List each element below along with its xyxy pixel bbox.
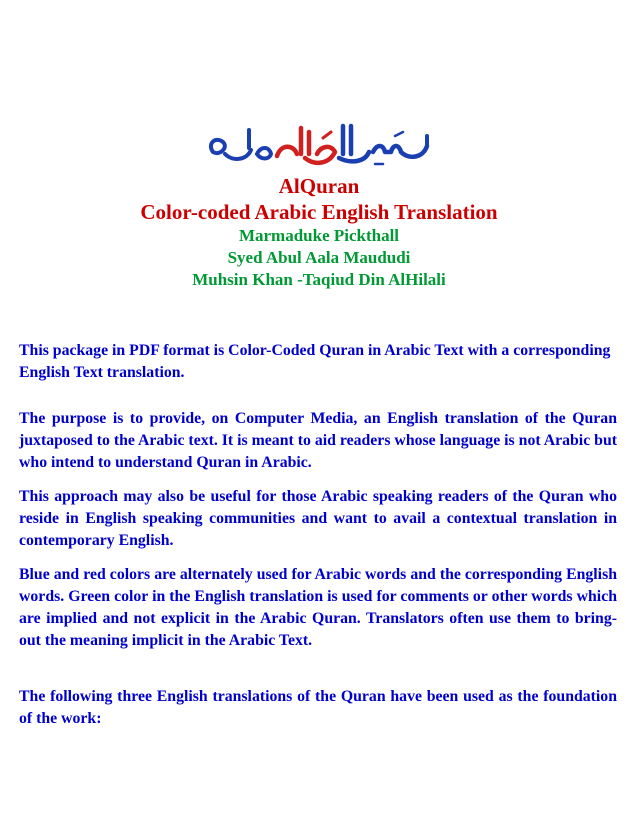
- basmala-svg: [205, 118, 435, 174]
- body-paragraph: The purpose is to provide, on Computer Media, an English translation of the Quran juxtaposed to the Arabic text. It is meant to aid readers whose language is not Arabic but who intend to understand Quran in Arabic.: [19, 410, 617, 471]
- body-paragraph: Blue and red colors are alternately used for Arabic words and the corresponding English words. Green color in the English translation is used for comments or other words which are implied and not explicit in the Arabic Quran. Translators often use them to bring-out the meaning implicit in the Arabic Text.: [19, 566, 617, 649]
- body-paragraph: This package in PDF format is Color-Coded Quran in Arabic Text with a corresponding English Text translation.: [19, 342, 611, 381]
- document-subtitle: Color-coded Arabic English Translation: [140, 200, 498, 224]
- translator-name: Marmaduke Pickthall: [238, 226, 400, 245]
- translator-name: Syed Abul Aala Maududi: [227, 248, 411, 267]
- title-block: [0, 174, 638, 291]
- basmala-calligraphy-icon: [205, 118, 435, 174]
- body-paragraph: The following three English translations of the Quran have been used as the foundation of the work:: [19, 688, 617, 727]
- body-paragraph: This approach may also be useful for those Arabic speaking readers of the Quran who reside in English speaking communities and want to avail a contextual translation in contemporary English.: [19, 488, 617, 549]
- translator-name: Muhsin Khan -Taqiud Din AlHilali: [192, 270, 446, 289]
- document-title: AlQuran: [278, 174, 360, 198]
